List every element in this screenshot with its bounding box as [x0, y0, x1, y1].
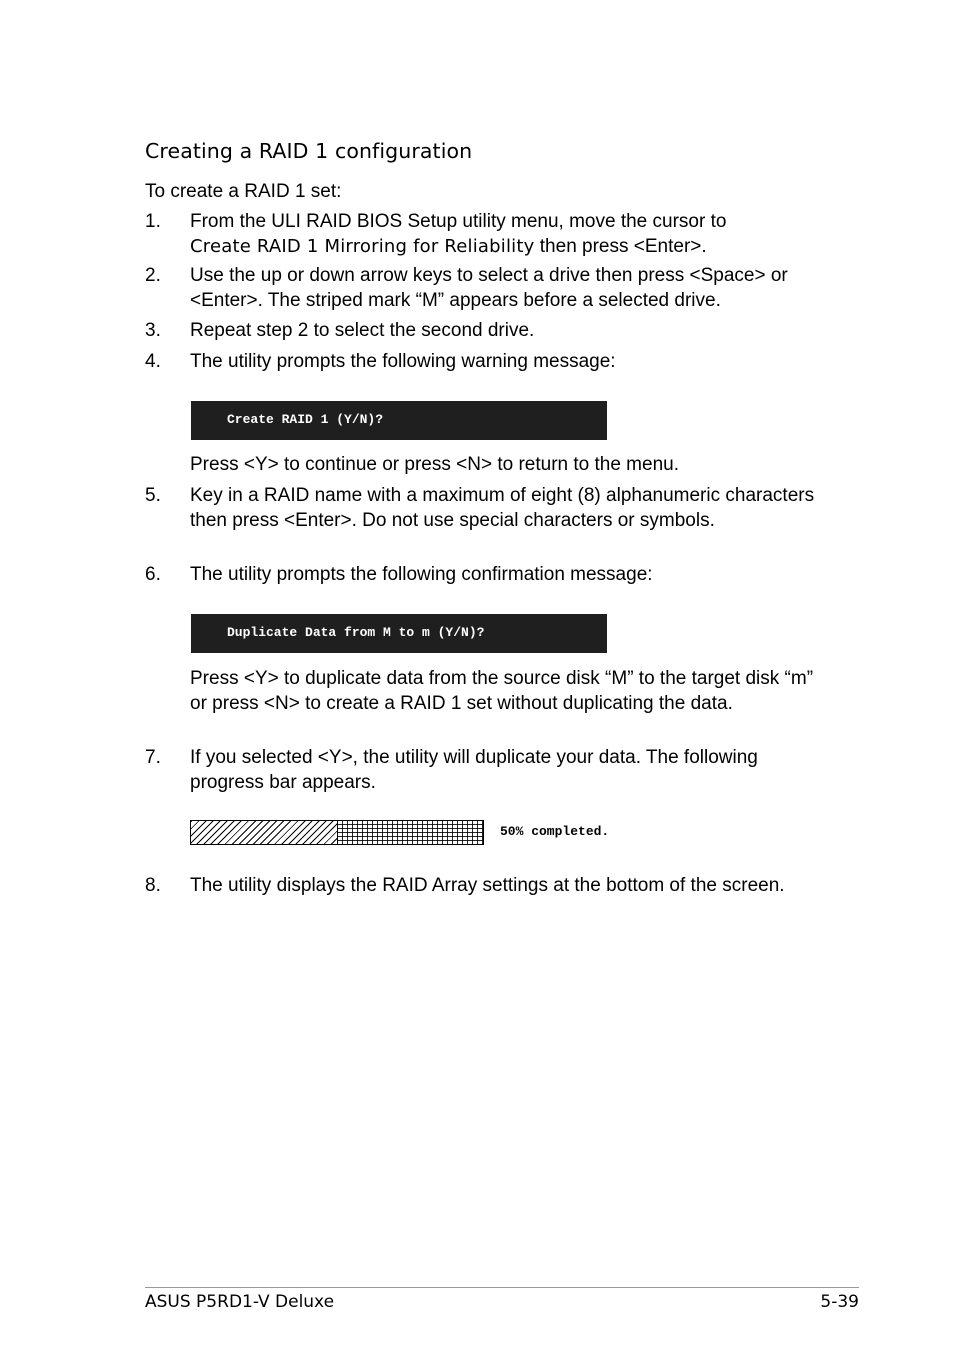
step-7 — [145, 746, 825, 795]
step-number: 4. — [145, 351, 161, 372]
confirm-instruction: Press <Y> to duplicate data from the source disk “M” to the target disk “m” or press <N> to create a RAID 1 set without duplicating the data. — [190, 668, 814, 714]
step-text: If you selected <Y>, the utility will duplicate your data. The following progress bar appears. — [190, 747, 758, 793]
step-2 — [145, 264, 825, 313]
step-number: 2. — [145, 265, 161, 286]
step-number: 5. — [145, 485, 161, 506]
step-text: The utility prompts the following warning message: — [190, 351, 616, 372]
step-text-post: then press <Enter>. — [534, 235, 707, 257]
step-1 — [145, 210, 825, 259]
step-4 — [145, 350, 825, 375]
progress-bar-remaining — [337, 821, 483, 844]
warning-instruction: Press <Y> to continue or press <N> to return to the menu. — [190, 454, 679, 475]
step-text: The utility displays the RAID Array settings at the bottom of the screen. — [190, 875, 785, 896]
section-heading: Creating a RAID 1 configuration — [145, 139, 473, 163]
step-number: 1. — [145, 211, 161, 232]
progress-bar-fill — [191, 821, 338, 844]
confirm-message-box — [191, 614, 607, 653]
step-body — [190, 210, 825, 259]
menu-item-highlight: Create RAID 1 Mirroring for Reliability — [190, 235, 535, 257]
progress-bar — [190, 820, 484, 845]
confirm-message-text: Duplicate Data from M to m (Y/N)? — [227, 625, 485, 640]
step-5 — [145, 484, 825, 533]
intro-text: To create a RAID 1 set: — [145, 181, 342, 202]
step-text: Repeat step 2 to select the second drive. — [190, 320, 535, 341]
step-number: 6. — [145, 564, 161, 585]
step-text: The utility prompts the following confirmation message: — [190, 564, 653, 585]
step-3 — [145, 319, 825, 344]
step-6 — [145, 563, 825, 588]
warning-message-box — [191, 401, 607, 440]
warning-message-text: Create RAID 1 (Y/N)? — [227, 412, 384, 427]
step-text: From the ULI RAID BIOS Setup utility menu, move the cursor to — [190, 211, 727, 232]
footer-product-name: ASUS P5RD1-V Deluxe — [145, 1292, 335, 1312]
step-8 — [145, 874, 825, 899]
step-text: Key in a RAID name with a maximum of eight (8) alphanumeric characters then press <Enter>. Do not use special characters or symbols. — [190, 485, 815, 531]
footer-page-number: 5-39 — [820, 1292, 859, 1312]
step-text: Use the up or down arrow keys to select a drive then press <Space> or <Enter>. The striped mark “M” appears before a selected drive. — [190, 265, 788, 311]
progress-label: 50% completed. — [500, 824, 610, 839]
step-number: 7. — [145, 747, 161, 768]
step-number: 8. — [145, 875, 161, 896]
step-number: 3. — [145, 320, 161, 341]
footer-divider — [145, 1287, 859, 1288]
